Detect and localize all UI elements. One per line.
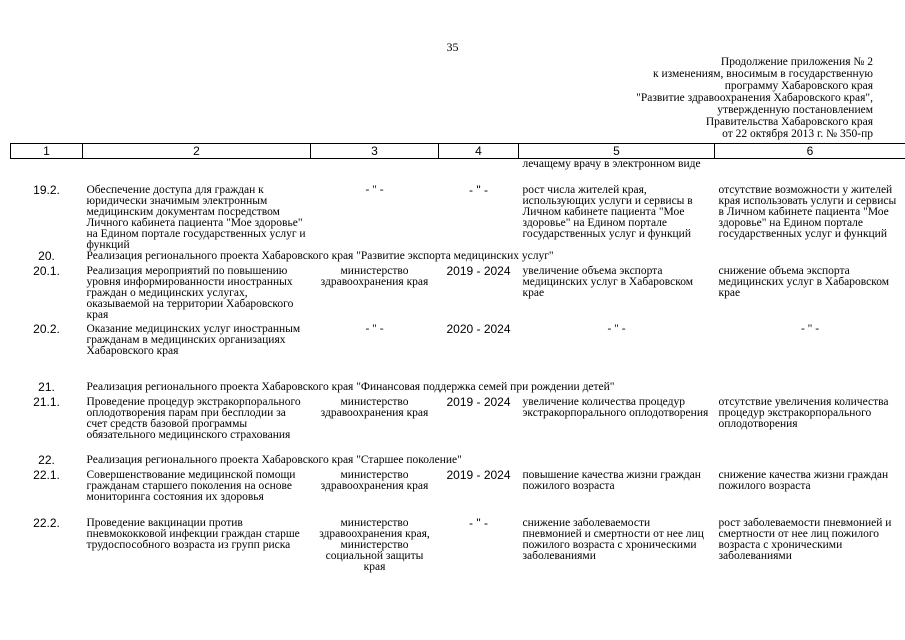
measure-name: Реализация мероприятий по повышению уровня информированности иностранных граждан о медицинских услугах, оказываемой на территории Хабаровского края: [86, 265, 294, 321]
row-number: 22.2.: [33, 516, 60, 530]
table-row: [11, 518, 905, 573]
years: - " -: [469, 516, 488, 530]
appendix-line: "Развитие здравоохранения Хабаровского края",: [636, 92, 873, 104]
header-cell: 2: [83, 144, 311, 159]
years: - " -: [469, 183, 488, 197]
measure-name: Обеспечение доступа для граждан к юридически значимым электронным медицинским документам посредством Личного кабинета пациента "Мое здоровье" на Едином портале государственных услуг и функций: [86, 184, 306, 251]
measure-name: Оказание медицинских услуг иностранным гражданам в медицинских организациях Хабаровского края: [86, 323, 301, 357]
continuation-cell: лечащему врачу в электронном виде: [522, 158, 701, 170]
row-number: 21.1.: [33, 395, 60, 409]
table-row: [11, 159, 905, 186]
consequence: снижение качества жизни граждан пожилого возраста: [718, 469, 889, 492]
header-row: [11, 144, 905, 159]
row-number: 22.: [38, 453, 55, 467]
expected-result: рост числа жителей края, использующих услуги и сервисы в Личном кабинете пациента "Мое здоровье" на Едином портале государственных услуг и функций: [522, 184, 693, 240]
page-number: 35: [446, 40, 459, 54]
appendix-line: к изменениям, вносимым в государственную: [653, 68, 873, 80]
program-table: [10, 143, 905, 573]
executor: министерство здравоохранения края, министерство социальной защиты края: [319, 517, 430, 573]
row-number: 21.: [38, 380, 55, 394]
years: 2020 - 2024: [446, 322, 511, 336]
header-cell: 4: [439, 144, 519, 159]
row-number: 22.1.: [33, 468, 60, 482]
measure-name: Проведение процедур экстракорпорального оплодотворения парам при бесплодии за счет средств базовой программы обязательного медицинского страхования: [86, 396, 301, 441]
section-title: Реализация регионального проекта Хабаровского края "Старшее поколение": [86, 454, 462, 466]
measure-name: Проведение вакцинации против пневмококковой инфекции граждан старше трудоспособного возраста из групп риска: [86, 517, 300, 551]
section-title: Реализация регионального проекта Хабаровского края "Развитие экспорта медицинских услуг": [86, 250, 554, 262]
consequence: - " -: [800, 323, 820, 335]
appendix-line: программу Хабаровского края: [724, 80, 873, 92]
row-number: 20.1.: [33, 264, 60, 278]
consequence: отсутствие увеличения количества процедур экстракорпорального оплодотворения: [718, 396, 889, 430]
appendix-line: Правительства Хабаровского края: [705, 116, 873, 128]
years: 2019 - 2024: [446, 395, 511, 409]
appendix-line: от 22 октября 2013 г. № 350-пр: [722, 128, 873, 140]
section-title: Реализация регионального проекта Хабаровского края "Финансовая поддержка семей при рождении детей": [86, 381, 615, 393]
row-number: 20.2.: [33, 322, 60, 336]
executor: министерство здравоохранения края: [320, 469, 429, 492]
executor: министерство здравоохранения края: [320, 265, 429, 288]
expected-result: повышение качества жизни граждан пожилого возраста: [522, 469, 701, 492]
table-row: [11, 397, 905, 455]
header-cell: 1: [11, 144, 83, 159]
expected-result: увеличение объема экспорта медицинских услуг в Хабаровском крае: [522, 265, 694, 299]
expected-result: увеличение количества процедур экстракорпорального оплодотворения: [522, 396, 709, 419]
appendix-header: [636, 56, 873, 140]
consequence: рост заболеваемости пневмонией и смертности от нее лиц пожилого возраста с хроническими заболеваниями: [718, 517, 892, 562]
header-cell: 5: [519, 144, 715, 159]
consequence: отсутствие возможности у жителей края использовать услуги и сервисы в Личном кабинете пациента "Мое здоровье" на Едином портале государственных услуг и функций: [718, 184, 897, 240]
header-cell: 6: [715, 144, 905, 159]
consequence: снижение объема экспорта медицинских услуг в Хабаровском крае: [718, 265, 890, 299]
expected-result: - " -: [607, 323, 626, 335]
appendix-line: Продолжение приложения № 2: [720, 56, 873, 68]
appendix-line: утвержденную постановлением: [717, 104, 873, 116]
measure-name: Совершенствование медицинской помощи гражданам старшего поколения на основе мониторинга состояния их здоровья: [86, 469, 296, 503]
table-row: [11, 185, 905, 251]
executor: - " -: [365, 323, 384, 335]
years: 2019 - 2024: [446, 264, 511, 278]
row-number: 19.2.: [33, 183, 60, 197]
row-number: 20.: [38, 249, 55, 263]
table-row: [11, 266, 905, 324]
years: 2019 - 2024: [446, 468, 511, 482]
header-cell: 3: [311, 144, 439, 159]
executor: - " -: [365, 184, 384, 196]
executor: министерство здравоохранения края: [320, 396, 429, 419]
table-row: [11, 470, 905, 518]
table-row: [11, 324, 905, 382]
expected-result: снижение заболеваемости пневмонией и смертности от нее лиц пожилого возраста с хроническими заболеваниями: [522, 517, 704, 562]
